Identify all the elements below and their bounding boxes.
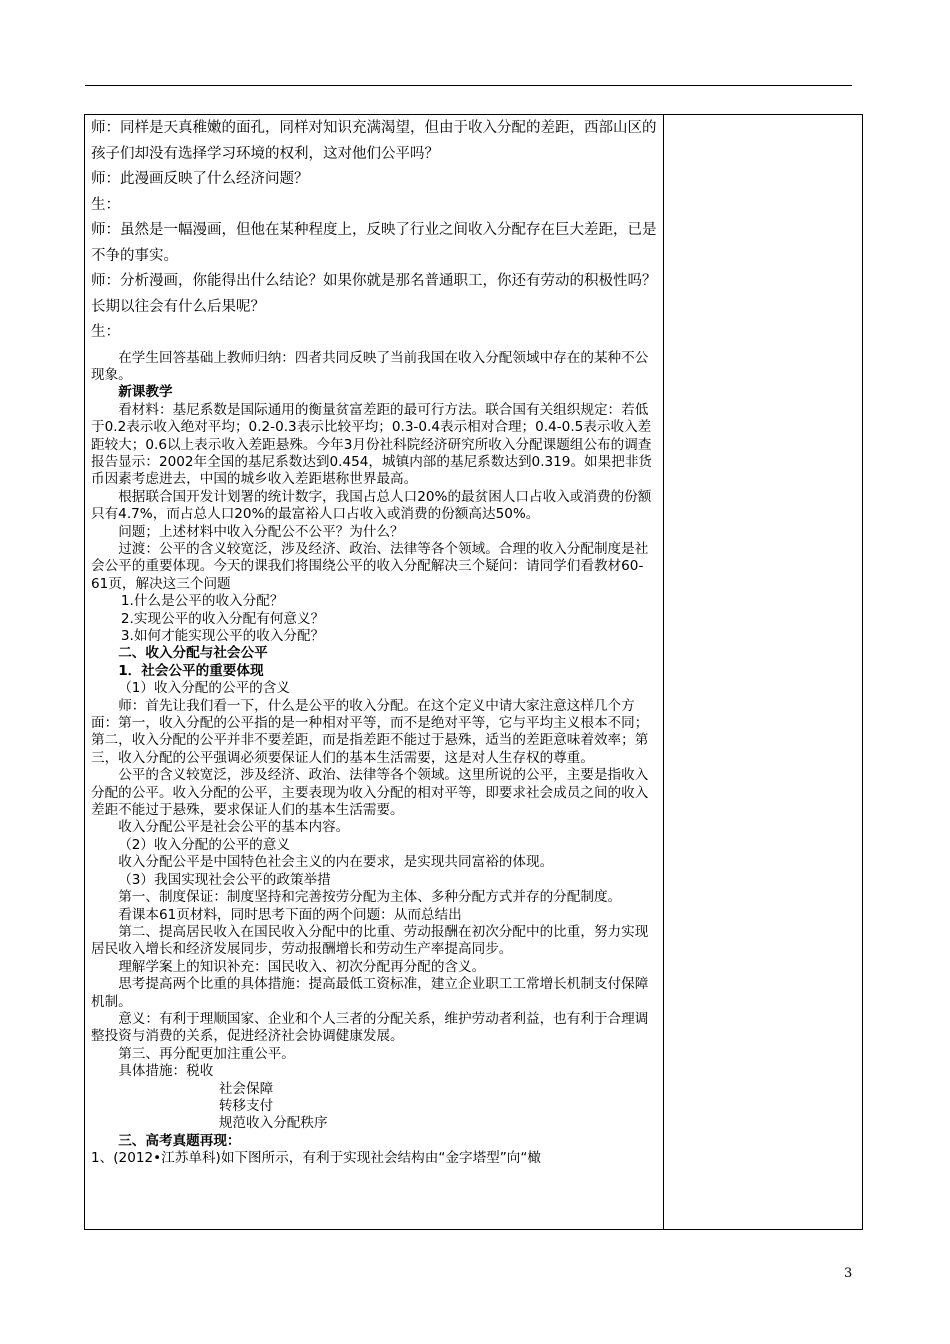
- teacher-summary: 在学生回答基础上教师归纳：四者共同反映了当前我国在收入分配领域中存在的某种不公现象。: [91, 349, 649, 383]
- header-rule: [85, 85, 852, 86]
- measure-three: 第三、再分配更加注重公平。: [118, 1045, 295, 1062]
- question-list-item: 1.什么是公平的收入分配？: [120, 593, 284, 610]
- specific-measure-item: 规范收入分配秩序: [218, 1115, 328, 1132]
- material-paragraph: 看材料：基尼系数是国际通用的衡量贫富差距的最可行方法。联合国有关组织规定：若低于0.2表示收入绝对平均；0.2-0.3表示比较平均；0.3-0.4表示相对合理；0.4-0.5表示收入差距较大；0.6以上表示收入差距悬殊。今年3月份社科院经济研究所收入分配课题组公布的调查报告显示：2002年全国的基尼系数达到0.454，城镇内部的基尼系数达到0.319。如果把非货币因素考虑进去，中国的城乡收入差距堪称世界最高。: [91, 401, 653, 488]
- lesson-content: [91, 116, 659, 1168]
- basic-content: 收入分配公平是社会公平的基本内容。: [118, 819, 350, 836]
- specific-measure-item: 转移支付: [218, 1097, 274, 1114]
- specific-measures-label: 具体措施：税收: [118, 1063, 214, 1080]
- sub-heading: （1）收入分配的公平的含义: [118, 680, 290, 697]
- specific-measure-item: 社会保障: [218, 1080, 274, 1097]
- dialogue-line: 师：此漫画反映了什么经济问题？: [91, 171, 309, 187]
- read-book-prompt: 看课本61页材料，同时思考下面的两个问题：从而总结出: [118, 906, 462, 923]
- sub-heading: （2）收入分配的公平的意义: [118, 836, 290, 853]
- dialogue-line: 师：分析漫画，你能得出什么结论？如果你就是那名普通职工，你还有劳动的积极性吗？长期以往会有什么后果呢？: [91, 273, 657, 315]
- transition-paragraph: 过渡：公平的含义较宽泛，涉及经济、政治、法律等各个领域。合理的收入分配制度是社会公平的重要体现。今天的课我们将围绕公平的收入分配解决三个疑问：请同学们看教材60-61页，解决这三个问题: [91, 540, 649, 592]
- question-list-item: 2.实现公平的收入分配有何意义？: [120, 610, 325, 627]
- fairness-explanation: 公平的含义较宽泛，涉及经济、政治、法律等各个领域。这里所说的公平，主要是指收入分配的公平。收入分配的公平，主要表现为收入分配的相对平等，即要求社会成员之间的收入差距不能过于悬殊，要求保证人们的基本生活需要。: [91, 767, 649, 819]
- dialogue-line: 师：虽然是一幅漫画，但他在某种程度上，反映了行业之间收入分配存在巨大差距，已是不争的事实。: [91, 222, 657, 264]
- dialogue-line: 师：同样是天真稚嫩的面孔，同样对知识充满渴望，但由于收入分配的差距，西部山区的孩子们却没有选择学习环境的权利，这对他们公平吗？: [91, 120, 657, 162]
- table-column-divider: [663, 114, 664, 1230]
- measure-two: 第二、提高居民收入在国民收入分配中的比重、劳动报酬在初次分配中的比重，努力实现居民收入增长和经济发展同步，劳动报酬增长和劳动生产率提高同步。: [91, 923, 649, 958]
- question-list-item: 3.如何才能实现公平的收入分配？: [120, 628, 325, 644]
- think-measures: 思考提高两个比重的具体措施：提高最低工资标准，建立企业职工工常增长机制支付保障机制。: [91, 976, 649, 1010]
- question-paragraph: 问题；上述材料中收入分配公不公平？为什么？: [118, 523, 404, 540]
- dialogue-line: 生：: [91, 196, 120, 213]
- page-number: 3: [844, 1266, 853, 1281]
- dialogue-line: 生：: [91, 324, 120, 340]
- measure-one: 第一、制度保证：制度坚持和完善按劳分配为主体、多种分配方式并存的分配制度。: [118, 889, 622, 906]
- sub-heading: （3）我国实现社会公平的政策举措: [118, 871, 331, 888]
- new-lesson-heading: 新课教学: [118, 384, 173, 401]
- exam-question: 1、(2012•江苏单科)如下图所示，有利于实现社会结构由“金字塔型”向“橄: [91, 1150, 542, 1167]
- knowledge-supplement: 理解学案上的知识补充：国民收入、初次分配再分配的含义。: [118, 958, 486, 975]
- subsection-heading: 1．社会公平的重要体现: [118, 662, 264, 679]
- section-heading: 二、收入分配与社会公平: [118, 645, 268, 662]
- section-heading: 三、高考真题再现：: [118, 1132, 241, 1149]
- teacher-explanation: 师：首先让我们看一下，什么是公平的收入分配。在这个定义中请大家注意这样几个方面：第一，收入分配的公平指的是一种相对平等，而不是绝对平等，它与平均主义根本不同；第二，收入分配的公平并非不要差距，而是指差距不能过于悬殊，适当的差距意味着效率；第三，收入分配的公平强调必须要保证人们的基本生活需要，这是对人生存权的尊重。: [91, 697, 649, 766]
- meaning-paragraph: 意义：有利于理顺国家、企业和个人三者的分配关系，维护劳动者利益，也有利于合理调整投资与消费的关系，促进经济社会协调健康发展。: [91, 1010, 649, 1045]
- significance: 收入分配公平是中国特色社会主义的内在要求，是实现共同富裕的体现。: [118, 854, 554, 871]
- material-paragraph: 根据联合国开发计划署的统计数字，我国占总人口20%的最贫困人口占收入或消费的份额只有4.7%，而占总人口20%的最富裕人口占收入或消费的份额高达50%。: [91, 488, 652, 523]
